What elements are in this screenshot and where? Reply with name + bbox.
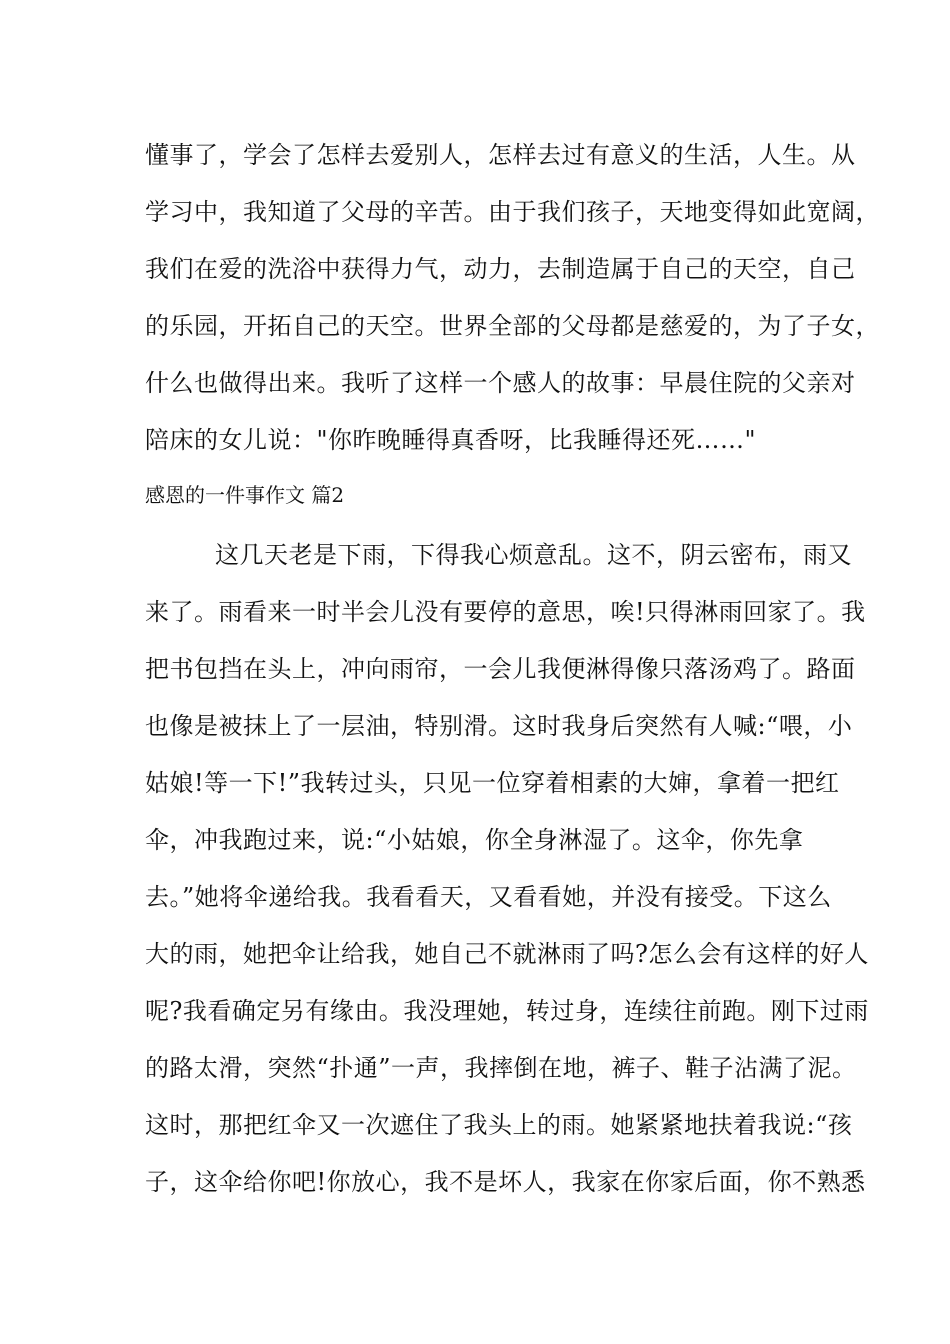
section-heading: 感恩的一件事作文 篇2 — [145, 483, 345, 507]
paragraph-line: 学习中，我知道了父母的辛苦。由于我们孩子，天地变得如此宽阔， — [145, 198, 880, 226]
paragraph-line: 伞，冲我跑过来，说:“小姑娘，你全身淋湿了。这伞，你先拿 — [145, 826, 804, 854]
paragraph-line: 把书包挡在头上，冲向雨帘，一会儿我便淋得像只落汤鸡了。路面 — [145, 655, 856, 683]
paragraph-line: 懂事了，学会了怎样去爱别人，怎样去过有意义的生活，人生。从 — [145, 141, 856, 169]
paragraph-line: 陪床的女儿说："你昨晚睡得真香呀，比我睡得还死……" — [145, 426, 757, 454]
paragraph-line: 姑娘!等一下!”我转过头，只见一位穿着相素的大婶，拿着一把红 — [145, 769, 840, 797]
paragraph-line: 我们在爱的洗浴中获得力气，动力，去制造属于自己的天空，自己 — [145, 255, 856, 283]
paragraph-line: 也像是被抹上了一层油，特别滑。这时我身后突然有人喊:“喂，小 — [145, 712, 853, 740]
paragraph-line: 的乐园，开拓自己的天空。世界全部的父母都是慈爱的，为了子女， — [145, 312, 880, 340]
paragraph-line: 大的雨，她把伞让给我，她自己不就淋雨了吗?怎么会有这样的好人 — [145, 940, 869, 968]
paragraph-line: 这时，那把红伞又一次遮住了我头上的雨。她紧紧地扶着我说:“孩 — [145, 1111, 853, 1139]
paragraph-line: 什么也做得出来。我听了这样一个感人的故事：早晨住院的父亲对 — [145, 369, 856, 397]
paragraph-line: 子，这伞给你吧!你放心，我不是坏人，我家在你家后面，你不熟悉 — [145, 1168, 866, 1196]
paragraph-line: 呢?我看确定另有缘由。我没理她，转过身，连续往前跑。刚下过雨 — [145, 997, 869, 1025]
paragraph-line: 来了。雨看来一时半会儿没有要停的意思，唉!只得淋雨回家了。我 — [145, 598, 866, 626]
paragraph-line: 这几天老是下雨，下得我心烦意乱。这不，阴云密布，雨又 — [215, 541, 852, 569]
paragraph-line: 去。”她将伞递给我。我看看天，又看看她，并没有接受。下这么 — [145, 883, 832, 911]
paragraph-line: 的路太滑，突然“扑通”一声，我摔倒在地，裤子、鞋子沾满了泥。 — [145, 1054, 857, 1082]
